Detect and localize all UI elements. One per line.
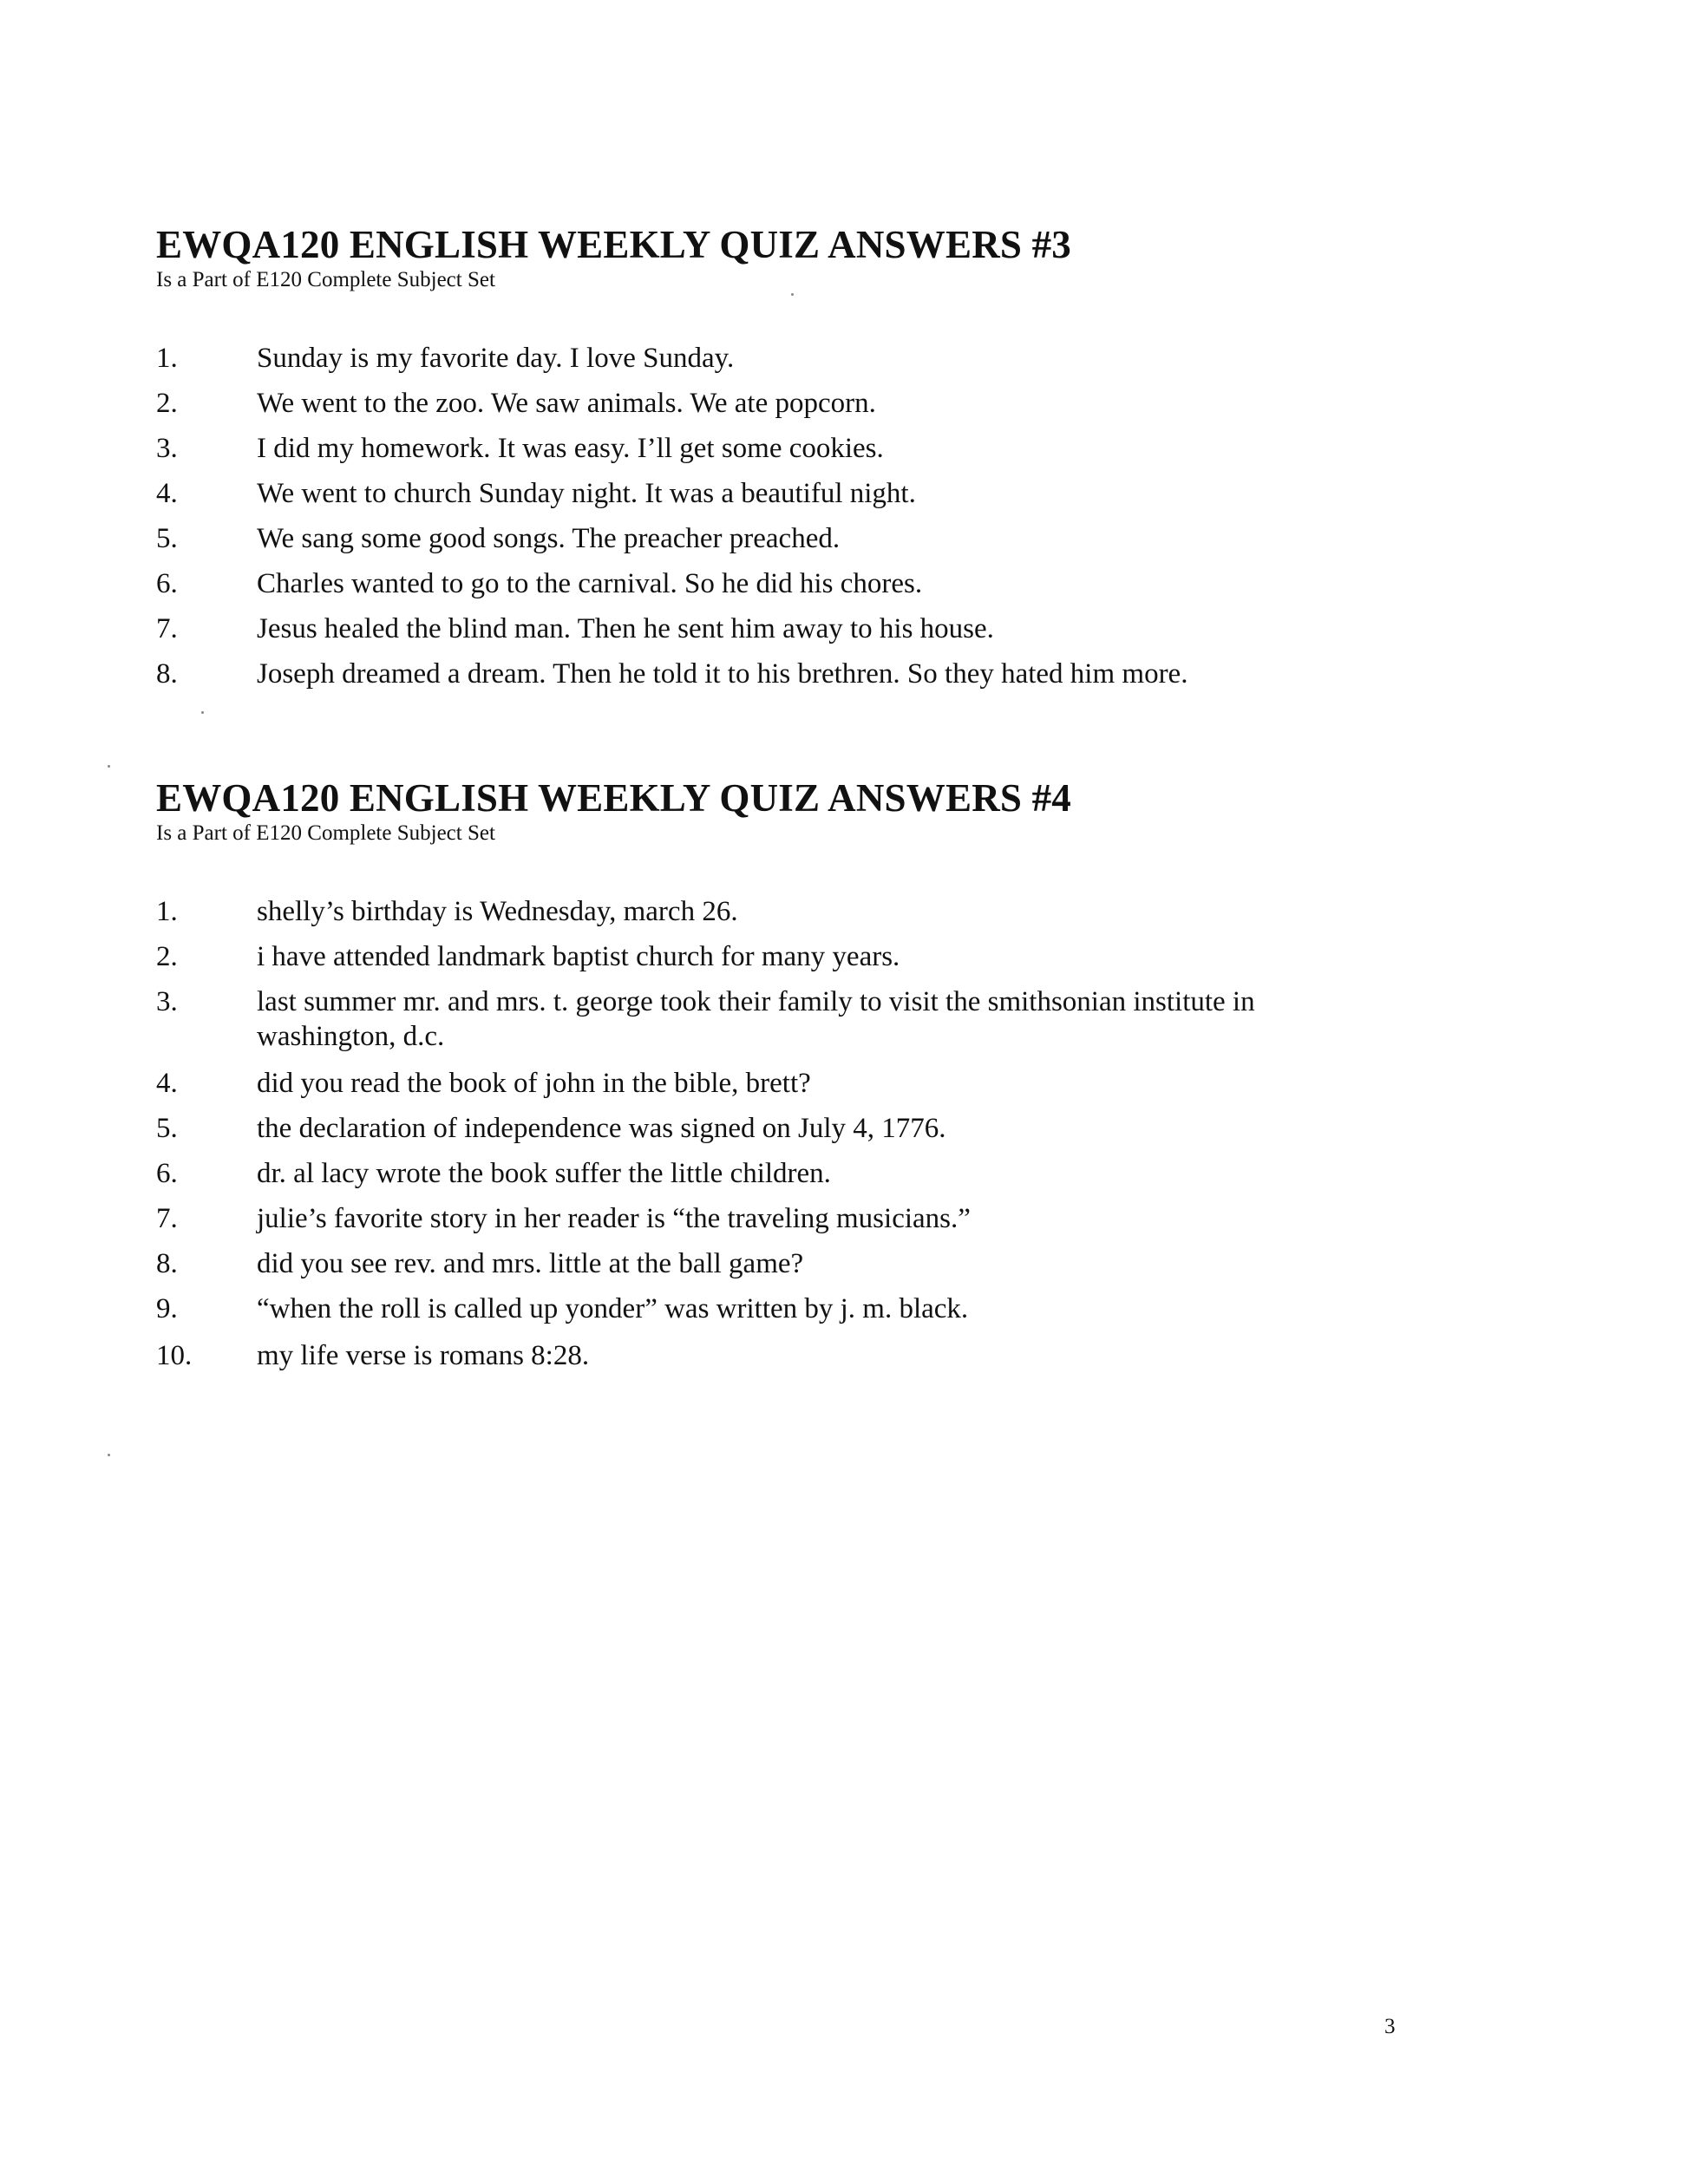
answer-number: 8.: [156, 1248, 178, 1279]
answer-text: “when the roll is called up yonder” was written by j. m. black.: [257, 1293, 969, 1324]
answer-number: 3.: [156, 433, 178, 464]
answer-text: dr. al lacy wrote the book suffer the little children.: [257, 1158, 831, 1189]
answer-number: 5.: [156, 523, 178, 554]
answer-number: 1.: [156, 343, 178, 374]
answer-text: Charles wanted to go to the carnival. So he did his chores.: [257, 568, 923, 599]
answer-text: the declaration of independence was signed on July 4, 1776.: [257, 1113, 946, 1144]
answer-text: Joseph dreamed a dream. Then he told it to his brethren. So they hated him more.: [257, 658, 1188, 690]
scan-speck: [108, 765, 110, 768]
answer-text: did you read the book of john in the bible, brett?: [257, 1068, 811, 1099]
answer-number: 5.: [156, 1113, 178, 1144]
answer-number: 6.: [156, 568, 178, 599]
answer-text: shelly’s birthday is Wednesday, march 26.: [257, 896, 738, 927]
answer-number: 4.: [156, 478, 178, 509]
quiz4-title: EWQA120 ENGLISH WEEKLY QUIZ ANSWERS #4: [156, 776, 1071, 820]
scan-speck: [108, 1454, 110, 1456]
answer-text: We sang some good songs. The preacher preached.: [257, 523, 841, 554]
answer-text: I did my homework. It was easy. I’ll get some cookies.: [257, 433, 884, 464]
quiz4-section: [156, 775, 1255, 1371]
answer-text: my life verse is romans 8:28.: [257, 1340, 590, 1371]
answer-text: julie’s favorite story in her reader is “the traveling musicians.”: [257, 1203, 971, 1234]
answer-number: 6.: [156, 1158, 178, 1189]
answer-text: Jesus healed the blind man. Then he sent him away to his house.: [257, 613, 994, 644]
answer-number: 1.: [156, 896, 178, 927]
quiz3-title: EWQA120 ENGLISH WEEKLY QUIZ ANSWERS #3: [156, 223, 1071, 266]
answer-text: did you see rev. and mrs. little at the ball game?: [257, 1248, 804, 1279]
scan-speck: [201, 711, 204, 714]
scan-speck: [791, 293, 794, 296]
page-number: 3: [1384, 2015, 1396, 2038]
answer-text: We went to church Sunday night. It was a beautiful night.: [257, 478, 916, 509]
answer-text: Sunday is my favorite day. I love Sunday.: [257, 343, 735, 374]
answer-number: 3.: [156, 986, 178, 1017]
answer-text-continued: washington, d.c.: [257, 1021, 445, 1052]
quiz3-subtitle: Is a Part of E120 Complete Subject Set: [156, 268, 495, 291]
answer-text: i have attended landmark baptist church for many years.: [257, 941, 900, 972]
answer-number: 8.: [156, 658, 178, 690]
answer-text: We went to the zoo. We saw animals. We ate popcorn.: [257, 388, 876, 419]
answer-number: 10.: [156, 1340, 193, 1371]
answer-number: 2.: [156, 388, 178, 419]
answer-number: 2.: [156, 941, 178, 972]
answer-number: 7.: [156, 1203, 178, 1234]
quiz4-subtitle: Is a Part of E120 Complete Subject Set: [156, 821, 495, 845]
answer-number: 4.: [156, 1068, 178, 1099]
quiz3-section: [156, 222, 1188, 690]
answer-text: last summer mr. and mrs. t. george took their family to visit the smithsonian institute in: [257, 986, 1255, 1017]
answer-number: 9.: [156, 1293, 178, 1324]
answer-number: 7.: [156, 613, 178, 644]
